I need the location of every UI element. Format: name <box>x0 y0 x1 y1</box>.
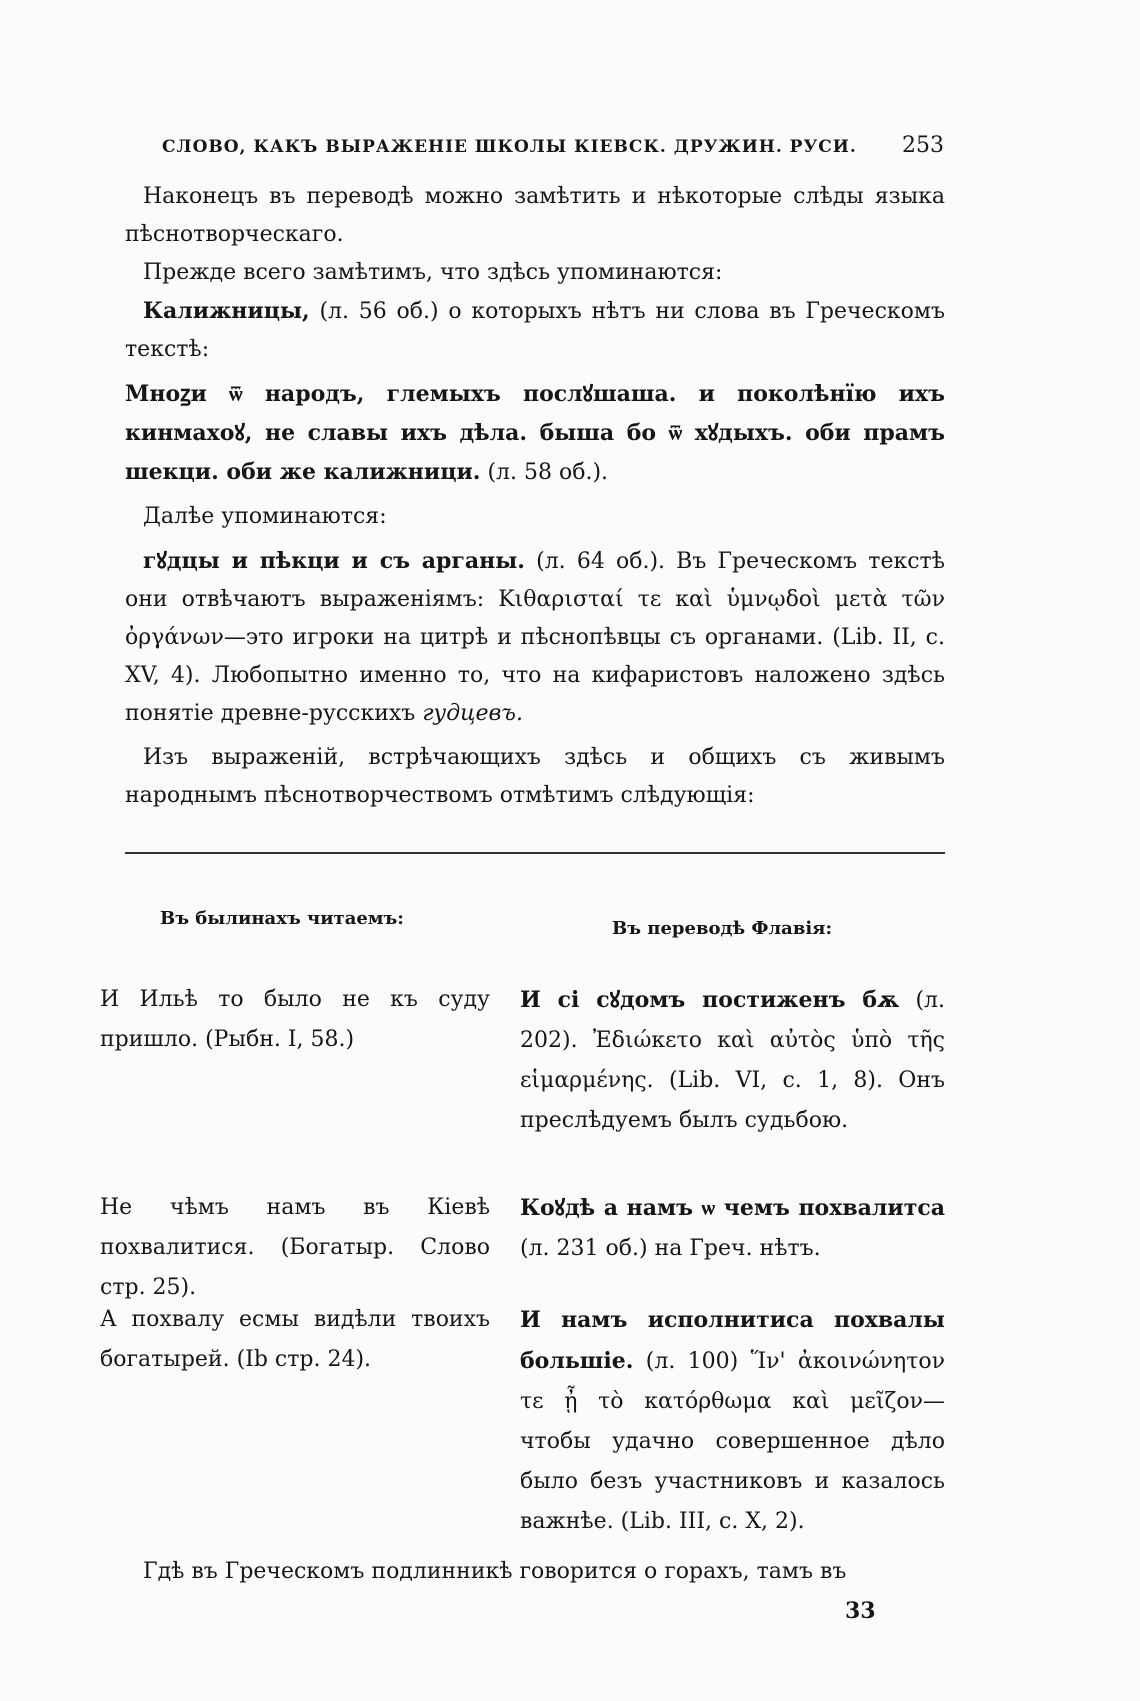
right-entry-3 <box>520 1300 945 1542</box>
paragraph-1: Наконецъ въ переводѣ можно замѣтить и нѣкоторые слѣды языка пѣснотворческаго. <box>125 184 945 247</box>
left-entry-2 <box>100 1188 490 1308</box>
left-entry-1 <box>100 980 490 1060</box>
paragraph-2: Прежде всего замѣтимъ, что здѣсь упоминаются: <box>143 260 723 285</box>
right-entry-1-text <box>520 980 945 1141</box>
left-column-heading: Въ былинахъ читаемъ: <box>160 908 404 929</box>
closing-line: Гдѣ въ Греческомъ подлинникѣ говорится о горахъ, тамъ въ <box>143 1559 847 1584</box>
paragraph-7: Изъ выраженій, встрѣчающихъ здѣсь и общихъ съ живымъ народнымъ пѣснотворчествомъ отмѣтимъ слѣдующія: <box>125 745 945 808</box>
signature-mark: 33 <box>845 1598 876 1624</box>
left-entry-2-text: Не чѣмъ намъ въ Кіевѣ похвалитися. (Богатыр. Слово стр. 25). <box>100 1195 490 1300</box>
right-entry-3-slavonic: И намъ исполнитиса похвалы большіе. <box>520 1307 945 1374</box>
running-title: СЛОВО, КАКЪ ВЫРАЖЕНІЕ ШКОЛЫ КІЕВСК. ДРУЖИН. РУСИ. <box>162 137 857 157</box>
paragraph-6-text: (л. 64 об.). Въ Греческомъ текстѣ они отвѣчаютъ выраженіямъ: Κιθαρισταί τε καὶ ὑμνῳδοὶ μετὰ τῶν ὀργάνων—это игроки на цитрѣ и пѣснопѣвцы съ органами. (Lib. II, c. XV, 4). Любопытно именно то, что на кифаристовъ наложено здѣсь понятіе древне-русскихъ <box>125 549 945 726</box>
slavonic-quote-2: гꙋдцы и пѣкци и съ арганы. <box>143 548 525 574</box>
paragraph-5: Далѣе упоминаются: <box>143 504 387 529</box>
paragraph-3 <box>125 292 945 369</box>
right-entry-3-text <box>520 1300 945 1542</box>
paragraph-3-text: (л. 56 об.) о которыхъ нѣтъ ни слова въ Греческомъ текстѣ: <box>125 299 945 362</box>
paragraph-4 <box>125 375 945 492</box>
paragraph-4-ref: (л. 58 об.). <box>480 460 609 485</box>
left-entry-3-text: А похвалу есмы видѣли твоихъ богатырей. (Ib стр. 24). <box>100 1307 490 1372</box>
paragraph-6 <box>125 542 945 733</box>
running-header <box>162 133 944 158</box>
right-entry-3-rest: (л. 100) Ἵν' ἀκοινώνητον τε ᾖ τὸ κατόρθωμα καὶ μεῖζον—чтобы удачно совершенное дѣло было безъ участниковъ и казалось важнѣе. (Lib. III, c. X, 2). <box>520 1349 945 1534</box>
right-column-heading: Въ переводѣ Флавія: <box>612 918 833 939</box>
right-entry-2-text <box>520 1188 945 1269</box>
right-entry-1-slavonic: И сі сꙋдомъ постиженъ бѫ <box>520 987 900 1013</box>
page-number: 253 <box>902 133 944 158</box>
right-entry-1-rest: (л. 202). Ἐδιώκετο καὶ αὐτὸς ὑπὸ τῆς εἱμαρμένης. (Lib. VI, c. 1, 8). Онъ преслѣдуемъ былъ судьбою. <box>520 988 946 1133</box>
slavonic-term: Калижницы, <box>143 298 310 324</box>
right-entry-1 <box>520 980 945 1141</box>
right-entry-2 <box>520 1188 945 1269</box>
slavonic-quote: Мноꙁи ѿ народъ, глемыхъ послꙋшаша. и поколѣнїю ихъ кинмахоꙋ, не славы ихъ дѣла. быша бо ѿ хꙋдыхъ. оби прамъ шекци. оби же калижници. <box>125 381 945 485</box>
right-entry-2-rest: (л. 231 об.) на Греч. нѣтъ. <box>520 1236 821 1261</box>
section-divider <box>125 852 945 854</box>
main-text <box>125 178 945 815</box>
left-entry-3 <box>100 1300 490 1380</box>
italic-word: гудцевъ. <box>422 701 523 726</box>
right-entry-2-slavonic: Коꙋдѣ а намъ ѡ чемъ похвалитса <box>520 1195 945 1221</box>
left-entry-1-text: И Ильѣ то было не къ суду пришло. (Рыбн. I, 58.) <box>100 987 490 1052</box>
